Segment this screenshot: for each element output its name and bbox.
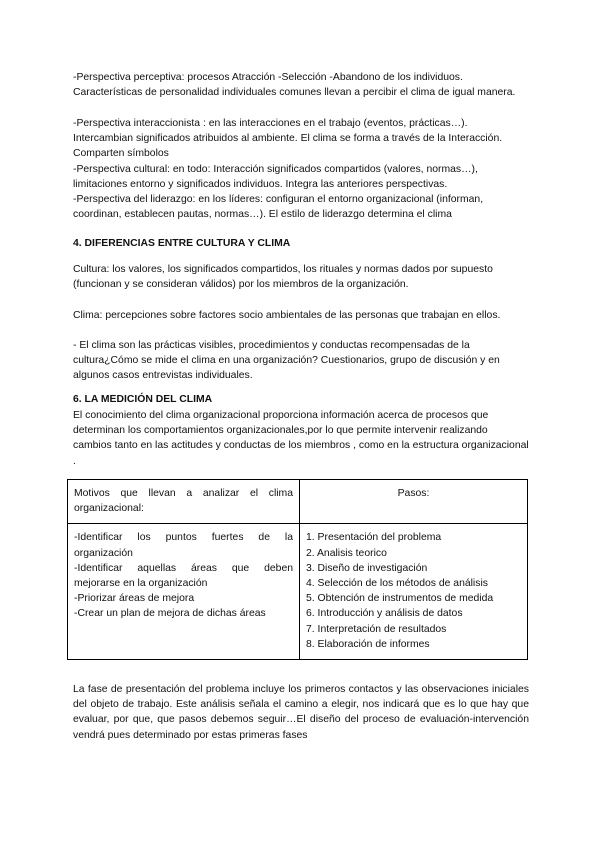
table-body-row — [68, 524, 528, 660]
motives-header: Motivos que llevan a analizar el clima organizacional: — [68, 480, 300, 524]
list-item: 3. Diseño de investigación — [306, 562, 428, 574]
list-item: -Identificar aquellas áreas que deben mejorarse en la organización — [74, 562, 293, 590]
list-item: 8. Elaboración de informes — [306, 638, 430, 650]
section-6-intro: El conocimiento del clima organizacional proporciona información acerca de procesos que determinan los comportamientos organizacionales,por lo que permite intervenir realizando cambios tanto en las actitudes y conductas de los miembros , como en la estructura organizacional . — [73, 410, 529, 467]
list-item: 5. Obtención de instrumentos de medida — [306, 593, 494, 605]
list-item: 7. Interpretación de resultados — [306, 623, 447, 635]
closing-paragraph: La fase de presentación del problema incluye los primeros contactos y las observaciones iniciales del objeto de trabajo. Este análisis señala el camino a elegir, nos indicará que es lo que hay que evaluar, por que, que pasos debemos seguir…El diseño del proceso de evaluación-intervención vendrá pues determinado por estas primeras fases — [73, 684, 529, 741]
culture-definition: Cultura: los valores, los significados compartidos, los rituales y normas dados por supuesto (funcionan y se consideran válidos) por los miembros de la organización. — [73, 264, 493, 291]
motives-list — [74, 530, 293, 621]
list-item: -Priorizar áreas de mejora — [74, 593, 195, 605]
perspective-interactionist: -Perspectiva interaccionista : en las interacciones en el trabajo (eventos, prácticas…). Intercambian significados atribuidos al ambiente. El clima se forma a través de la Interacción. Comparten símbolos — [73, 118, 503, 160]
motives-steps-table — [67, 479, 528, 660]
climate-detail: - El clima son las prácticas visibles, procedimientos y conductas recompensadas de la cultura¿Cómo se mide el clima en una organización? Cuestionarios, grupo de discusión y en algunos casos entrevistas individuales. — [73, 340, 500, 382]
list-item: -Crear un plan de mejora de dichas áreas — [74, 608, 266, 620]
section-6-heading: 6. LA MEDICIÓN DEL CLIMA — [73, 394, 213, 405]
list-item: 2. Analisis teorico — [306, 547, 387, 559]
perspective-leadership: -Perspectiva del liderazgo: en los líderes: configuran el entorno organizacional (informan, coordinan, establecen pautas, normas…). El estilo de liderazgo determina el clima — [73, 194, 484, 221]
perspective-perceptive: -Perspectiva perceptiva: procesos Atracción -Selección -Abandono de los individuos. Características de personalidad individuales comunes llevan a percibir el clima de igual manera. — [73, 72, 516, 99]
list-item: 6. Introducción y análisis de datos — [306, 608, 463, 620]
section-4-heading: 4. DIFERENCIAS ENTRE CULTURA Y CLIMA — [73, 238, 291, 249]
table-header-row — [68, 480, 528, 524]
list-item: 4. Selección de los métodos de análisis — [306, 578, 488, 590]
steps-header: Pasos: — [300, 480, 528, 524]
list-item: 1. Presentación del problema — [306, 532, 442, 544]
list-item: -Identificar los puntos fuertes de la organización — [74, 532, 293, 559]
climate-definition: Clima: percepciones sobre factores socio ambientales de las personas que trabajan en ellos. — [73, 310, 501, 321]
steps-list — [306, 530, 521, 652]
motives-cell — [68, 524, 300, 660]
steps-cell — [300, 524, 528, 660]
perspective-cultural: -Perspectiva cultural: en todo: Interacción significados compartidos (valores, normas…), limitaciones entorno y significados individuos. Integra las anteriores perspectivas. — [73, 164, 478, 191]
